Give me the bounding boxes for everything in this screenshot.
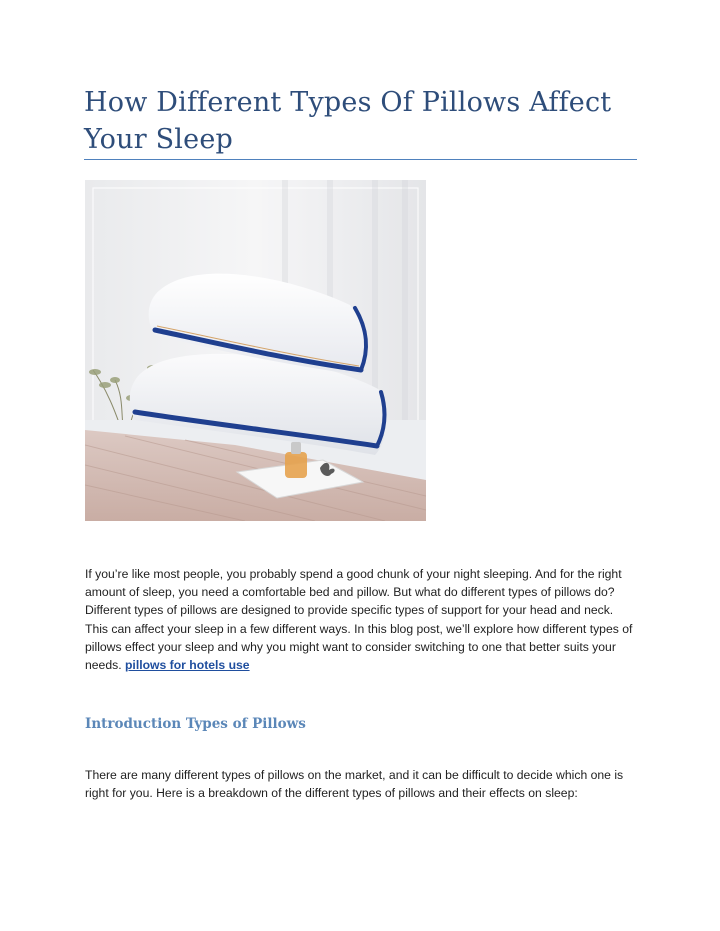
section-paragraph: There are many different types of pillows on the market, and it can be difficult to decide which one is right for you. Here is a breakdown of the different types of pillows and their effects on sleep: — [85, 768, 624, 801]
intro-paragraph — [85, 565, 637, 674]
section-heading: Introduction Types of Pillows — [85, 716, 306, 732]
pillows-photo — [85, 180, 426, 521]
pillows-for-hotels-link[interactable]: pillows for hotels use — [124, 658, 250, 673]
intro-text: If you’re like most people, you probably spend a good chunk of your night sleeping. And for the right amount of sleep, you need a comfortable bed and pillow. But what do different types of pillows do? Different types of pillows are designed to provide specific types of support for your head and neck. This can affect your sleep in a few different ways. In this blog post, we’ll explore how different types of pillows effect your sleep and why you might want to consider switching to one that better suits your needs. — [85, 567, 633, 673]
title-underline — [84, 159, 637, 160]
page-title: How Different Types Of Pillows Affect Your Sleep — [84, 87, 612, 155]
